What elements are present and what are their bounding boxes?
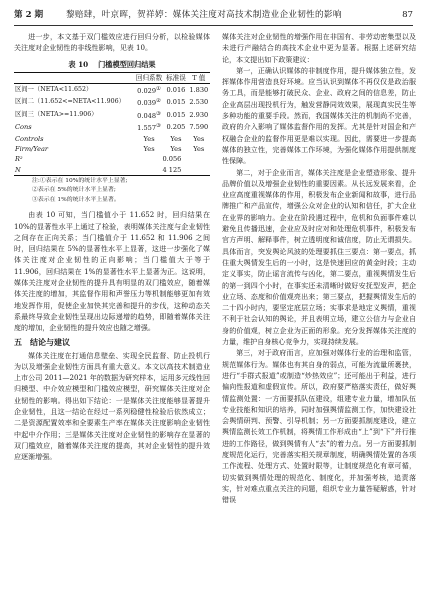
row-label: 区间一（NETA<11.652） bbox=[15, 85, 93, 93]
table-row bbox=[14, 144, 210, 154]
row-label bbox=[14, 144, 134, 154]
r2-value: 0.056 bbox=[162, 155, 182, 164]
coef-cell: Yes bbox=[143, 134, 155, 143]
table-row bbox=[14, 154, 210, 164]
significance-mark: ③ bbox=[156, 110, 161, 117]
row-label: 区间二（11.652<=NETA<11.906） bbox=[15, 98, 125, 106]
running-title: 黎赔肆，叶京晖，贺祥婷：媒体关注度对高技术制造业企业韧性的影响 bbox=[66, 10, 342, 20]
row-label-text: Cons bbox=[15, 123, 32, 132]
table-note: ②表示在 5%的统计水平上显著; bbox=[32, 187, 116, 194]
table-row bbox=[14, 165, 210, 176]
table-row bbox=[14, 121, 210, 133]
table-note: 注:①表示在 10%的统计水平上显著; bbox=[32, 178, 128, 185]
t-cell: 2.530 bbox=[189, 98, 209, 107]
table-header-row bbox=[14, 72, 210, 83]
coef-value: 1.557 bbox=[137, 124, 157, 133]
se-cell: Yes bbox=[170, 134, 182, 143]
row-label-text: N bbox=[15, 165, 21, 174]
t-cell: 2.930 bbox=[189, 110, 209, 119]
continued-paragraph: 媒体关注对企业韧性的增强作用在非国有、非劳动密集型以及未进行产融结合的高技术企业中更为显著。根据上述研究结论，本文提出如下政策建议： bbox=[222, 32, 416, 64]
row-label bbox=[14, 154, 134, 164]
coef-value: 0.029 bbox=[137, 87, 157, 96]
section-number: 五 bbox=[14, 337, 22, 347]
recommendation-paragraph-1: 第一，正确认识媒体的非制度作用，提升媒体独立性，发挥媒体作用营造良好环境。应当认识到媒体不再仅仅是政治服务工具，而是能够打破民众、企业、政府之间的信息差，防止企业高层出现投机行为，触发营静同效效果，展现真实民生等多种功能的重要手段。然而，我国媒体关注的机制尚不完善，政府的介入影响了媒体监督作用的发挥。尤其是针对国企和产权融合企业的监督作用更是难以实现。因此，需要进一步提高媒体的独立性，完善媒体工作环境，为强化媒体作用提供制度性保障。 bbox=[222, 65, 416, 166]
se-cell: 0.205 bbox=[166, 123, 186, 132]
header-rule bbox=[14, 25, 413, 26]
table-row bbox=[14, 134, 210, 144]
table-note: ③表示在 1%的统计水平上显著。 bbox=[32, 196, 120, 203]
coef-value: 0.048 bbox=[137, 112, 157, 121]
se-cell: 0.015 bbox=[166, 110, 186, 119]
coef-cell bbox=[134, 109, 164, 121]
intro-paragraph: 进一步，本文基于双门槛效应进行回归分析，以检验媒体关注度对企业韧性的非线性影响，见表 10。 bbox=[14, 32, 210, 53]
table-row bbox=[14, 109, 210, 121]
row-label: 区间三（NETA>=11.906） bbox=[15, 110, 98, 118]
result-paragraph: 由表 10 可知，当门槛值小于 11.652 时，回归结果在 10%的显著性水平上通过了检验，表明媒体关注度与企业韧性之间存在正向关系；当门槛值介于 11.652 和 11.906 之间时，回归结果在 5%的显著性水平上显著，这进一步强化了媒体关注度对企业韧性的正向影响；当门槛值大于等于 11.906，回归结果在 1%的显著性水平上显著为正。这说明，媒体关注度对企业韧性的提升具有明显的双门槛效应，随着媒体关注度的增加，其监督作用和声誉压力等机制能够更加有效地发挥作用，促使企业加快其完善和提升的步伐，这种动态关系最终导致企业韧性呈现出边际递增的趋势，即随着媒体关注度的增加，企业韧性的提升效应也随之增强。 bbox=[14, 210, 210, 333]
significance-mark: ③ bbox=[156, 123, 161, 130]
n-value: 4 125 bbox=[162, 165, 182, 174]
section-title: 结论与建议 bbox=[30, 337, 70, 347]
coef-cell: Yes bbox=[143, 145, 155, 154]
table-title: 门槛模型回归结果 bbox=[98, 59, 156, 69]
conclusion-paragraph: 媒体关注度在打通信息壁垒、实现全民监督、防止投机行为以及增强企业韧性方面具有重大意义。本文以高技术制造业上市公司 2011—2021 年的数据为研究样本，运用多元线性回归模型、中介效应模型和门槛效应模型，研究媒体关注度对企业韧性的影响。得出如下结论：一是媒体关注度能够显著提升企业韧性，且这一结论在经过一系列稳健性检验后依然成立；二是资源配置效率和全要素生产率在媒体关注度影响企业韧性中起中介作用；三是媒体关注度对企业韧性的影响存在显著的双门槛效应，随着媒体关注度的提高，其对企业韧性的提升效应逐渐增强。 bbox=[14, 350, 210, 462]
se-cell: 0.016 bbox=[166, 85, 186, 94]
coef-cell bbox=[134, 96, 164, 108]
issue-label: 第 2 期 bbox=[14, 10, 44, 20]
recommendation-paragraph-2: 第二，对于企业而言，媒体关注度是企业塑造形象、提升品牌价值以及增强企业韧性的重要因素。从长远发展来看，企业应高度重视媒体的作用，积极发布企业新闻和故事，进行品牌推广和产品宣传，增强公众对企业的认知和信任，扩大企业在业界的影响力。企业在阶段遇过程中，危机和负面事件难以避免且传播迅速，企业应及时应对和处理危机事件，积极发布官方声明、解释事件，树立透明度和诚信度，防止无谓损失。具体而言，突发舆论风波的处理要抓住三要点：第一要点，抓住重大舆情发生后的一小时，这是快速回应的黄金时段；主动定义事实，防止谣言流传与凶化，第二要点，重视舆情发生后的第一到四个小时，在事实还未清晰时做好安抚型发声，把企业立场、态度和价值观亮出来；第三要点，把握舆情发生后的二十四小时内，要坚定底层立场；实事求是地定义舆情，重视不利于社会认知的舆论，并且表明立场，建立公信力与企业自身的价值观，树立企业为正面的形象。充分发挥媒体关注度的力量，维护自身核心竞争力，实现持续发展。 bbox=[222, 167, 416, 347]
table-label: 表 10 bbox=[68, 59, 89, 69]
coef-value: 0.039 bbox=[137, 99, 157, 108]
page-number: 87 bbox=[402, 10, 413, 20]
significance-mark: ② bbox=[156, 98, 161, 105]
t-cell: Yes bbox=[193, 134, 205, 143]
significance-mark: ① bbox=[156, 85, 161, 92]
table-caption bbox=[14, 59, 210, 70]
coef-cell bbox=[134, 121, 164, 133]
row-label bbox=[14, 121, 134, 133]
row-label-text: Controls bbox=[15, 134, 44, 143]
table-header-cell: 标准误 bbox=[166, 73, 186, 82]
t-cell: 7.590 bbox=[189, 123, 209, 132]
table-row bbox=[14, 96, 210, 108]
table-header-cell: 回归系数 bbox=[135, 73, 163, 82]
section-heading bbox=[14, 336, 210, 349]
page-header bbox=[14, 9, 413, 22]
t-cell: 1.830 bbox=[189, 85, 209, 94]
right-column bbox=[222, 31, 416, 505]
table-row bbox=[14, 83, 210, 96]
row-label-text: R² bbox=[15, 155, 23, 164]
se-cell: 0.015 bbox=[166, 98, 186, 107]
row-label bbox=[14, 165, 134, 176]
recommendation-paragraph-3: 第三，对于政府而言，应加强对媒体行业的治理和监管，规范媒体行为。媒体也有其自身的弱点，可能为流量所裹挟，进行“手群式报道”或制造“炒热效应”；还可能出于利益，进行偏向性报道和虚假宣传。所以，政府要严格落实责任，做好舆情监测处置：一方面要抓队伍建设，组建专业力量，增加队伍专业技能和知识的培养，同时加强舆情监测工作，加快建设社会舆情研判、预警、引导机制；另一方面要抓制度建设，建立舆情监测长效工作机制，将舆情工作形成由“上”到“下”并行推进的工作路径，做到舆情有人“去”的着力点。另一方面要抓制度规范化运行，完善落实相关规章制度，明确舆情处置的各项工作流程、处理方式、处置时限等，让制度规范化有章可循，切实做到舆情处理的规范化、制度化，并加强考核，追责落实，针对难点重点关注的问题，组织专业力量答疑解惑，针对错误 bbox=[222, 348, 416, 505]
se-cell: Yes bbox=[170, 145, 182, 154]
left-column bbox=[14, 31, 210, 462]
table-header-cell: T 值 bbox=[192, 73, 206, 82]
table-header-cell bbox=[14, 72, 134, 83]
regression-table bbox=[14, 72, 210, 176]
t-cell: Yes bbox=[193, 145, 205, 154]
row-label-text: Firm/Year bbox=[15, 145, 49, 154]
coef-cell bbox=[134, 83, 164, 96]
row-label bbox=[14, 134, 134, 144]
